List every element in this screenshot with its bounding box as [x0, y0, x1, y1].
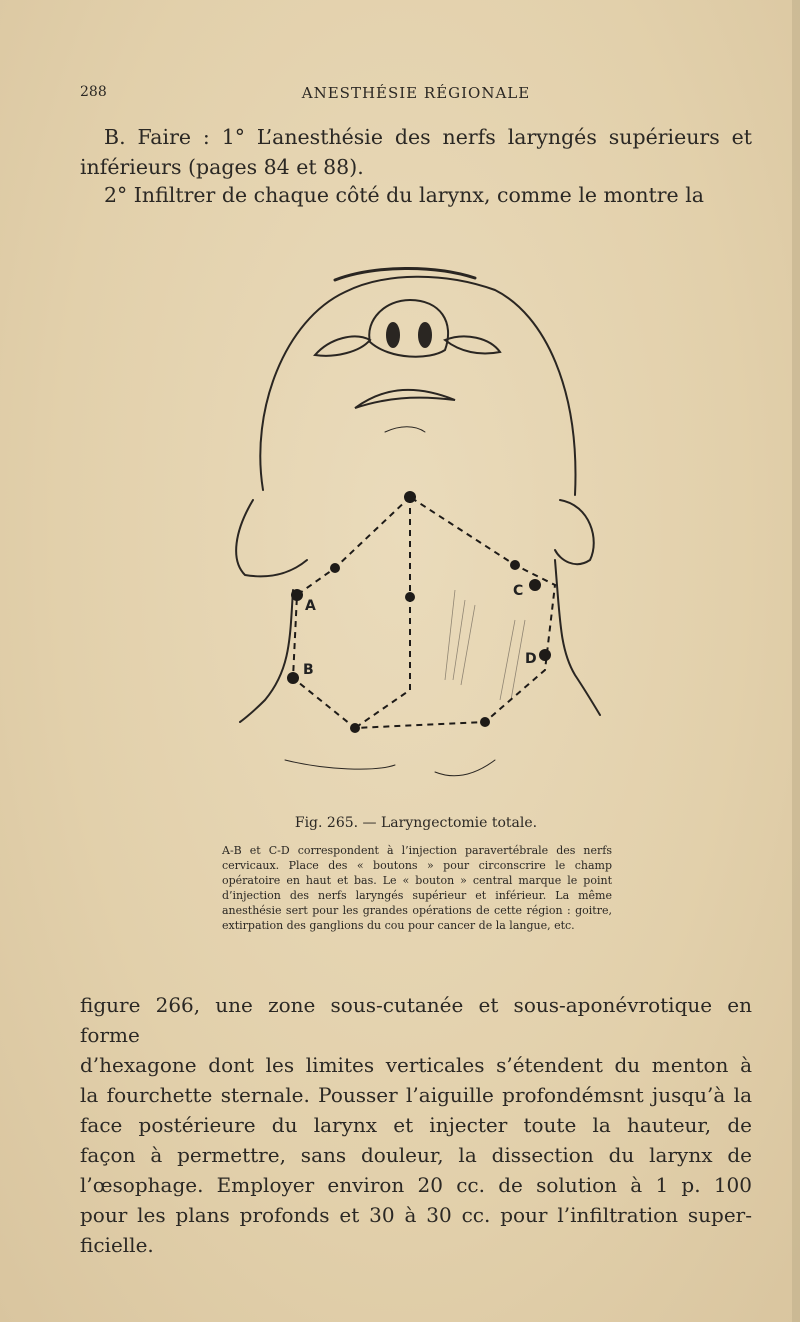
figure-legend: A-B et C-D correspondent à l’injection paravertébrale des nerfs cervicaux. Place des « boutons » pour circonscrire le champ opératoire en haut et bas. Le « bouton » central marque le point d’injection des nerfs laryngés supérieur et inférieur. La même anesthésie sert pour les grandes opérations de cette région : goitre, extirpation des ganglions du cou pour cancer de la langue, etc.: [222, 844, 612, 932]
chin-line: [385, 427, 425, 432]
left-eye: [315, 336, 370, 355]
body-line: façon à permettre, sans douleur, la dissection du larynx de: [80, 1143, 752, 1167]
shade-1: [445, 590, 455, 680]
intro-text-2: 2° Infiltrer de chaque côté du larynx, comme le montre la: [104, 183, 704, 207]
clavicle-right: [435, 760, 495, 776]
label-d: D: [525, 651, 537, 667]
body-line: face postérieure du larynx et injecter toute la hauteur, de: [80, 1113, 752, 1137]
intro-text-1: B. Faire : 1° L’anesthésie des nerfs laryngés supérieurs et inférieurs (pages 84 et 88).: [80, 125, 752, 179]
neck-left-side: [240, 590, 293, 722]
figure-neck-illustration: [215, 260, 615, 790]
injection-point-left-upper: [330, 563, 340, 573]
body-line: l’œsophage. Employer environ 20 cc. de solution à 1 p. 100: [80, 1173, 752, 1197]
right-ear: [555, 500, 594, 564]
body-line: ficielle.: [80, 1233, 154, 1257]
injection-point-d: [539, 649, 551, 661]
injection-point-bottom-left: [350, 723, 360, 733]
mouth: [355, 390, 455, 408]
label-c: C: [513, 583, 524, 599]
hexagon-outline: [293, 497, 555, 728]
injection-point-bottom-right: [480, 717, 490, 727]
body-paragraph: [80, 990, 752, 1260]
page-number: 288: [80, 84, 107, 100]
head-outline: [260, 277, 575, 495]
page-edge-shadow: [792, 0, 800, 1322]
neck-drawing: [215, 260, 615, 790]
body-line: figure 266, une zone sous-cutanée et sous-aponévrotique en forme: [80, 993, 752, 1047]
midline: [355, 497, 410, 728]
shade-2: [453, 600, 465, 680]
right-eye: [445, 336, 500, 353]
injection-point-c: [529, 579, 541, 591]
label-a: A: [305, 598, 316, 614]
body-line: la fourchette sternale. Pousser l’aiguille profondémsnt jusqu’à la: [80, 1083, 752, 1107]
nose: [369, 300, 448, 357]
right-nostril: [419, 323, 431, 347]
injection-point-center: [405, 592, 415, 602]
injection-point-a: [291, 589, 303, 601]
page-header: [80, 84, 752, 106]
left-nostril: [387, 323, 399, 347]
body-line: pour les plans profonds et 30 à 30 cc. pour l’infiltration super-: [80, 1203, 752, 1227]
injection-point-b: [287, 672, 299, 684]
body-line: d’hexagone dont les limites verticales s’étendent du menton à: [80, 1053, 752, 1077]
label-b: B: [303, 662, 314, 678]
figure-caption: Fig. 265. — Laryngectomie totale.: [294, 815, 538, 831]
left-ear: [236, 500, 307, 576]
injection-point-top: [404, 491, 416, 503]
neck-right-side: [555, 560, 600, 715]
clavicle-left: [285, 760, 395, 769]
forehead-line: [335, 268, 475, 280]
shade-3: [461, 605, 475, 685]
running-title: ANESTHÉSIE RÉGIONALE: [301, 84, 531, 102]
intro-paragraph-2: [80, 180, 752, 210]
intro-paragraph-1: [80, 122, 752, 182]
injection-point-right-upper: [510, 560, 520, 570]
